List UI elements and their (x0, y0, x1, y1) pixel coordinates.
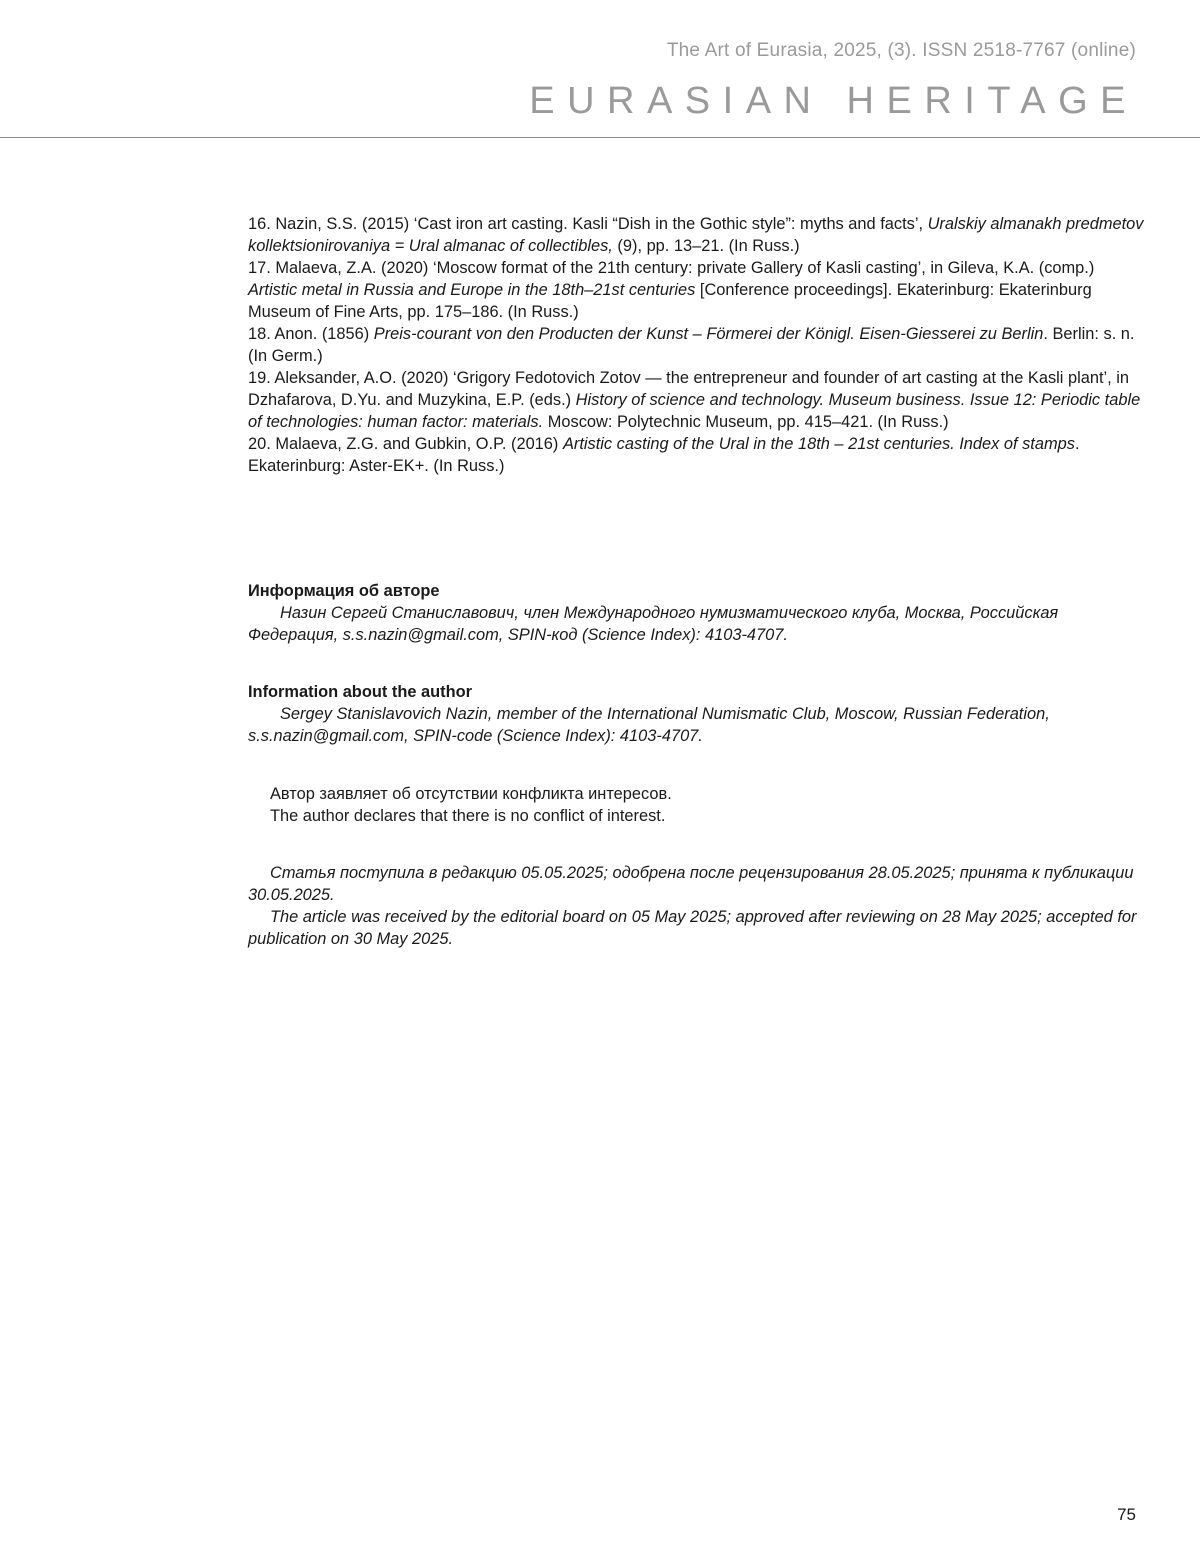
article-dates-ru: Статья поступила в редакцию 05.05.2025; одобрена после рецензирования 28.05.2025; принята к публикации 30.05.2025. (248, 864, 1134, 904)
conflict-statement-ru: Автор заявляет об отсутствии конфликта интересов. (270, 785, 672, 803)
page-number: 75 (1117, 1505, 1136, 1524)
reference-list (248, 213, 1148, 477)
author-info-text-en: Sergey Stanislavovich Nazin, member of the International Numismatic Club, Moscow, Russian Federation, s.s.nazin@gmail.com, SPIN-code (Science Index): 4103-4707. (248, 705, 1050, 745)
reference-text: 19. Aleksander, A.O. (2020) ‘Grigory Fedotovich Zotov — the entrepreneur and founder of art casting at the Kasli plant’, in Dzhafarova, D.Yu. and Muzykina, E.P. (eds.) (248, 369, 1130, 409)
reference-title: Uralskiy almanakh predmetov kollektsionirovaniya = Ural almanac of collectibles, (248, 215, 1144, 255)
header-divider (0, 137, 1200, 138)
reference-title: Artistic casting of the Ural in the 18th – 21st centuries. Index of stamps (562, 435, 1075, 453)
reference-item (248, 257, 1148, 323)
article-dates (248, 862, 1148, 950)
reference-item (248, 367, 1148, 433)
reference-text: (9), pp. 13–21. (In Russ.) (612, 237, 800, 255)
article-dates-en: The article was received by the editorial board on 05 May 2025; approved after reviewing on 28 May 2025; accepted for publication on 30 May 2025. (248, 908, 1137, 948)
author-info-en (248, 681, 1148, 747)
reference-text: [Conference proceedings]. Ekaterinburg: Ekaterinburg Museum of Fine Arts, pp. 175–186. (In Russ.) (248, 281, 1092, 321)
reference-text: 16. Nazin, S.S. (2015) ‘Cast iron art casting. Kasli “Dish in the Gothic style”: myths and facts’, (248, 215, 928, 233)
reference-text: 20. Malaeva, Z.G. and Gubkin, O.P. (2016) (248, 435, 563, 453)
conflict-statement-en: The author declares that there is no conflict of interest. (270, 807, 666, 825)
author-info-heading-ru: Информация об авторе (248, 582, 440, 600)
author-info-heading-en: Information about the author (248, 683, 472, 701)
reference-text: . Berlin: s. n. (In Germ.) (248, 325, 1135, 365)
conflict-statement (248, 783, 1148, 827)
reference-title: Artistic metal in Russia and Europe in the 18th–21st centuries (248, 281, 696, 299)
reference-text: 17. Malaeva, Z.A. (2020) ‘Moscow format of the 21th century: private Gallery of Kasli casting’, in Gileva, K.A. (comp.) (248, 259, 1095, 277)
reference-title: Preis-courant von den Producten der Kunst – Förmerei der Königl. Eisen-Giesserei zu Berlin (373, 325, 1044, 343)
reference-title: History of science and technology. Museum business. Issue 12: Periodic table of technologies: human factor: materials. (248, 391, 1141, 431)
section-title: EURASIAN HERITAGE (529, 80, 1138, 122)
reference-item (248, 433, 1148, 477)
reference-text: 18. Anon. (1856) (248, 325, 374, 343)
reference-item (248, 213, 1148, 257)
reference-text: Moscow: Polytechnic Museum, pp. 415–421. (In Russ.) (543, 413, 949, 431)
author-info-ru (248, 580, 1148, 646)
journal-citation: The Art of Eurasia, 2025, (3). ISSN 2518-7767 (online) (666, 40, 1136, 61)
reference-item (248, 323, 1148, 367)
reference-text: . Ekaterinburg: Aster-EK+. (In Russ.) (248, 435, 1080, 475)
author-info-text-ru: Назин Сергей Станиславович, член Международного нумизматического клуба, Москва, Российская Федерация, s.s.nazin@gmail.com, SPIN-код (Science Index): 4103-4707. (248, 604, 1059, 644)
